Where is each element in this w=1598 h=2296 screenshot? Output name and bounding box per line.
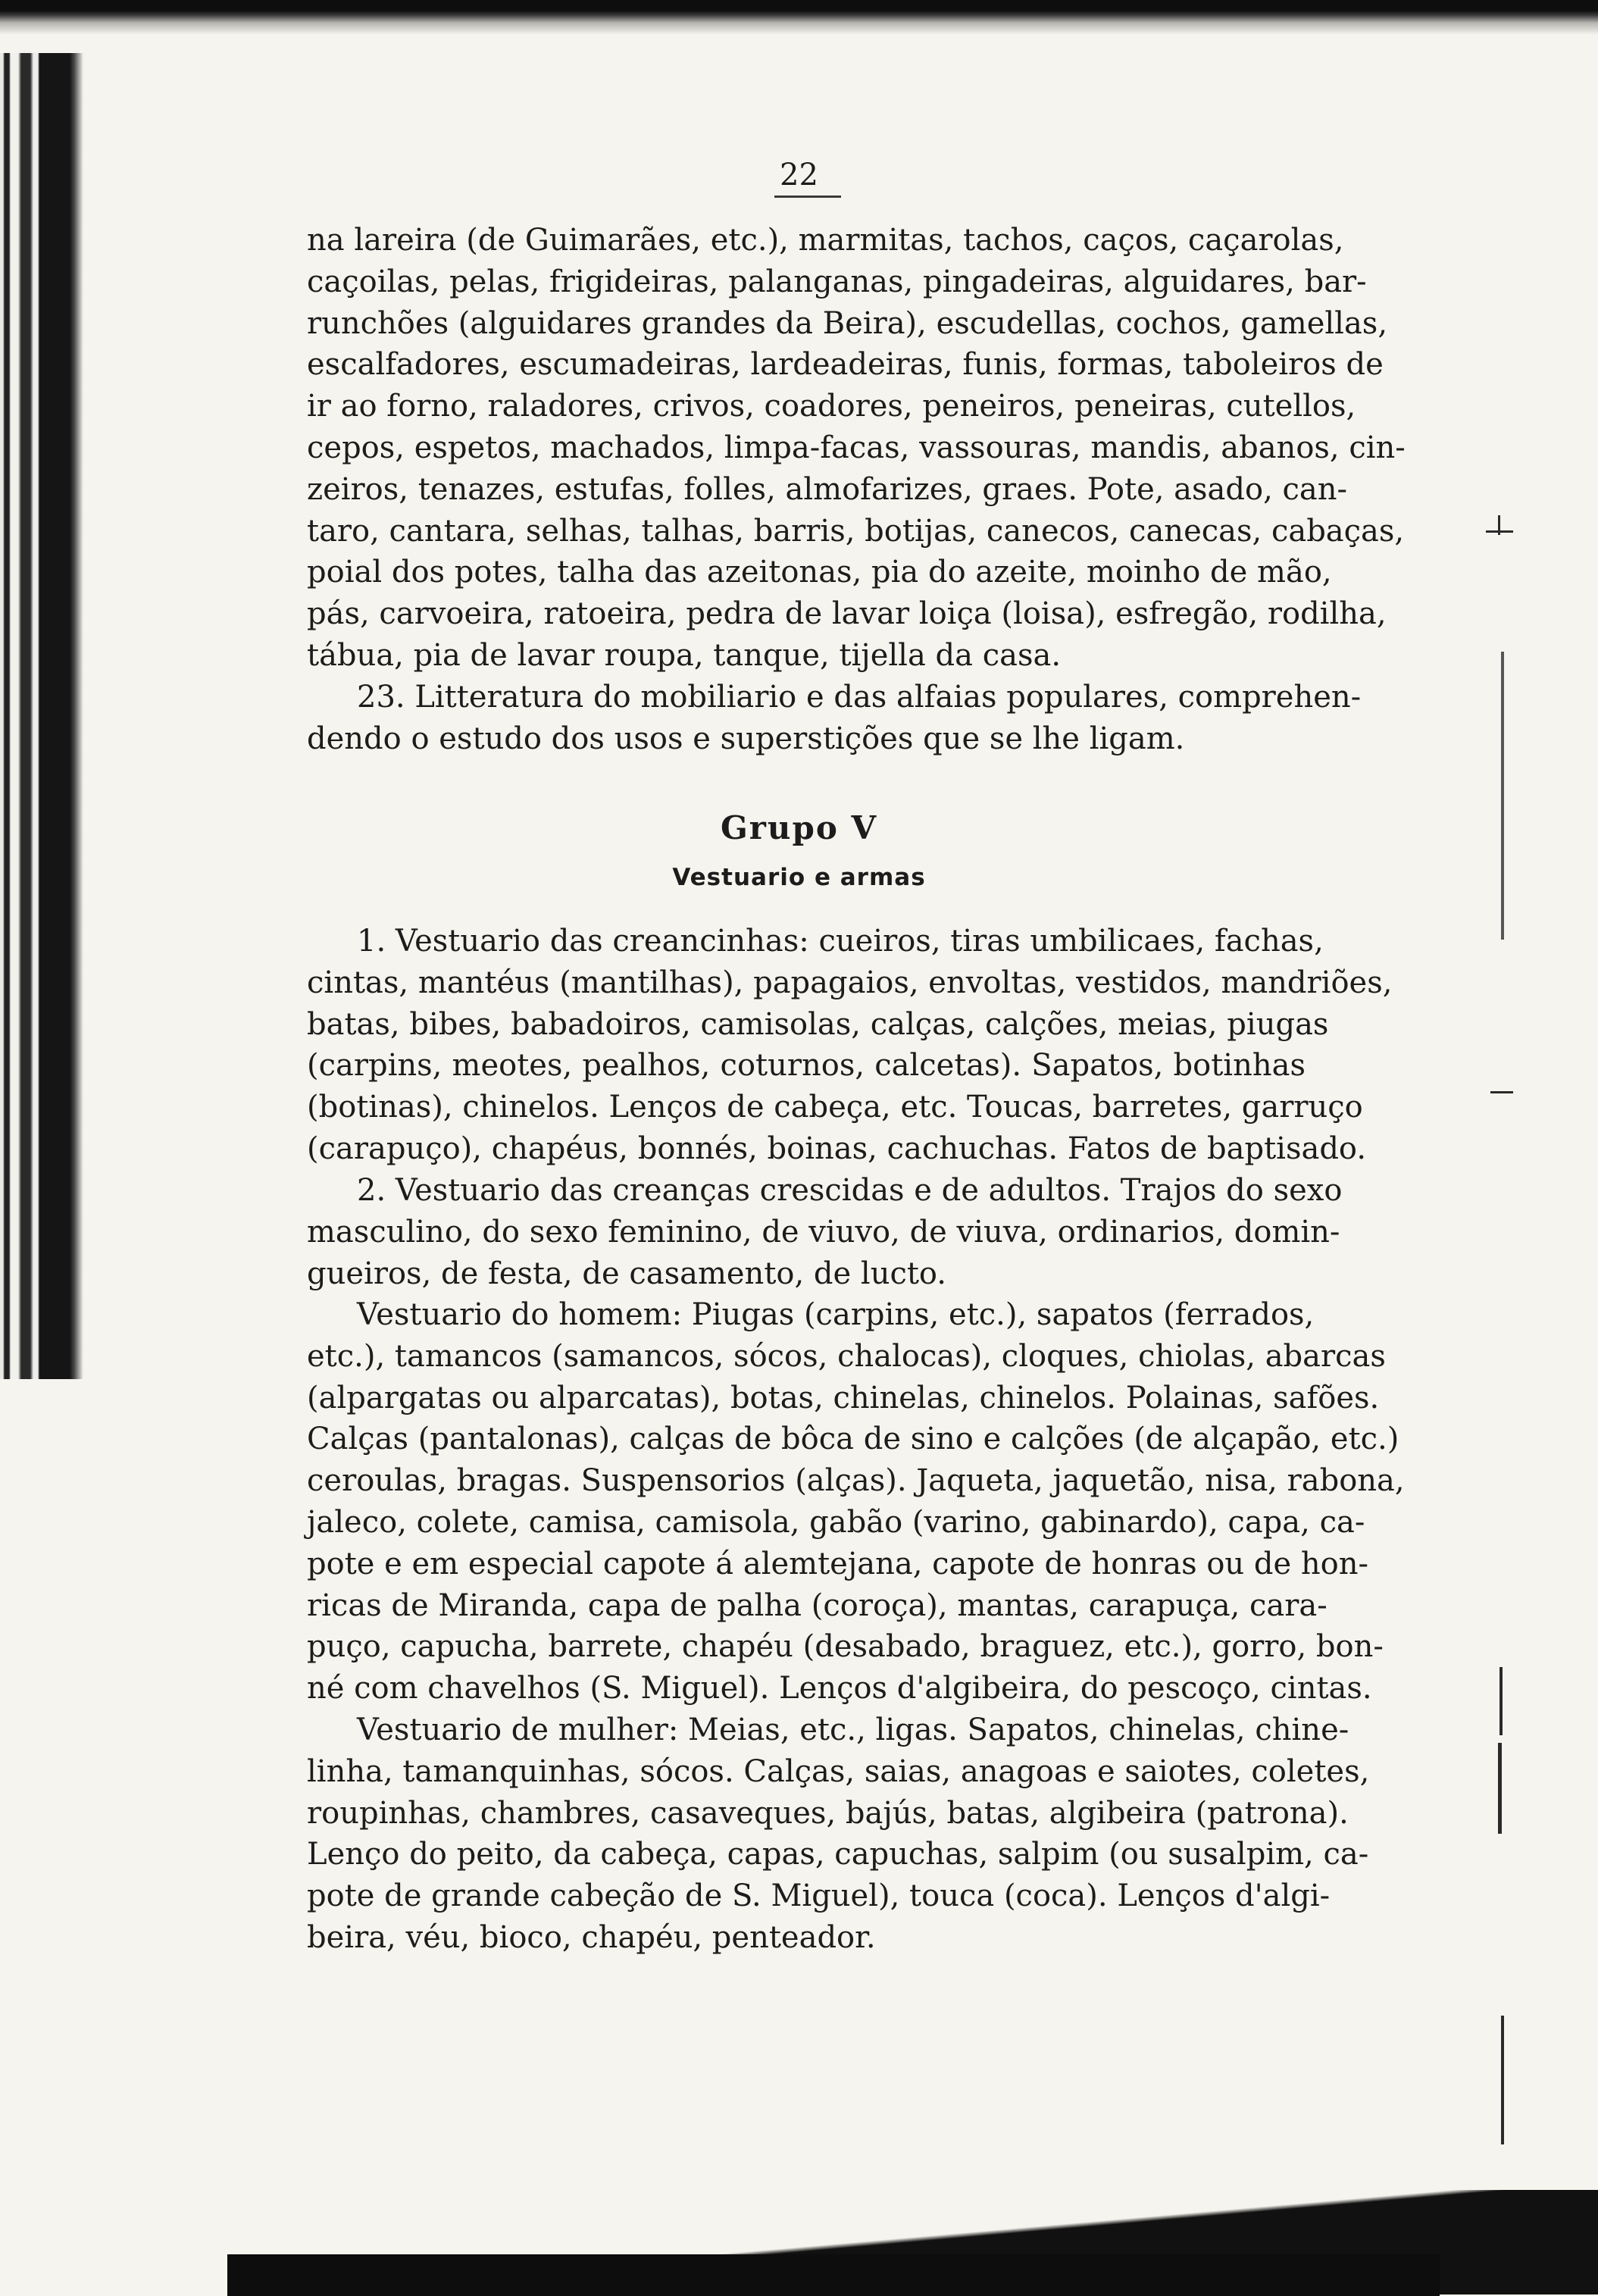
scan-top-edge	[0, 0, 1598, 35]
text-line: puço, capucha, barrete, chapéu (desabado, braguez, etc.), gorro, bon-	[307, 1629, 1384, 1665]
text-line: tábua, pia de lavar roupa, tanque, tijella da casa.	[307, 637, 1062, 673]
text-line: beira, véu, bioco, chapéu, penteador.	[307, 1919, 876, 1955]
text-line: masculino, do sexo feminino, de viuvo, de viuva, ordinarios, domin-	[307, 1214, 1340, 1250]
margin-mark	[1501, 2016, 1504, 2144]
text-line: Vestuario de mulher: Meias, etc., ligas. Sapatos, chinelas, chine-	[357, 1713, 1349, 1747]
text-line: (carpins, meotes, pealhos, coturnos, calcetas). Sapatos, botinhas	[307, 1048, 1306, 1084]
margin-mark	[1499, 1667, 1503, 1735]
text-line: runchões (alguidares grandes da Beira), escudellas, cochos, gamellas,	[307, 305, 1388, 341]
text-line: linha, tamanquinhas, sócos. Calças, saias, anagoas e saiotes, coletes,	[307, 1753, 1370, 1789]
text-line: (alpargatas ou alparcatas), botas, chinelas, chinelos. Polainas, safões.	[307, 1380, 1380, 1415]
text-line: cintas, mantéus (mantilhas), papagaios, envoltas, vestidos, mandriões,	[307, 965, 1393, 1000]
text-line: pote e em especial capote á alemtejana, capote de honras ou de hon-	[307, 1546, 1368, 1581]
text-line: caçoilas, pelas, frigideiras, palanganas, pingadeiras, alguidares, bar-	[307, 264, 1367, 299]
vestuario-homem-paragraph	[307, 1294, 1405, 1709]
text-line: ricas de Miranda, capa de palha (coroça), mantas, carapuça, cara-	[307, 1587, 1327, 1623]
intro-paragraph	[307, 220, 1406, 677]
scan-bottom-band	[227, 2254, 1440, 2296]
scan-left-edge	[0, 53, 83, 1379]
text-line: (carapuço), chapéus, bonnés, boinas, cachuchas. Fatos de baptisado.	[307, 1131, 1367, 1166]
text-line: ir ao forno, raladores, crivos, coadores, peneiros, peneiras, cutellos,	[307, 389, 1356, 424]
text-line: poial dos potes, talha das azeitonas, pia do azeite, moinho de mão,	[307, 555, 1332, 590]
page-number-rule	[774, 196, 841, 198]
text-line: cepos, espetos, machados, limpa-facas, vassouras, mandis, abanos, cin-	[307, 430, 1406, 465]
text-line: na lareira (de Guimarães, etc.), marmitas, tachos, caços, caçarolas,	[307, 223, 1344, 258]
text-line: gueiros, de festa, de casamento, de lucto.	[307, 1256, 947, 1291]
margin-mark	[1501, 652, 1504, 940]
text-line: batas, bibes, babadoiros, camisolas, calças, calções, meias, piugas	[307, 1006, 1329, 1042]
text-line: né com chavelhos (S. Miguel). Lenços d'algibeira, do pescoço, cintas.	[307, 1671, 1372, 1706]
text-line: pás, carvoeira, ratoeira, pedra de lavar loiça (loisa), esfregão, rodilha,	[307, 596, 1387, 632]
item-23-paragraph	[307, 677, 1362, 760]
item-2-paragraph	[307, 1170, 1343, 1294]
margin-mark	[1498, 515, 1500, 535]
group-heading: Grupo V	[720, 809, 878, 846]
text-line: roupinhas, chambres, casaveques, bajús, batas, algibeira (patrona).	[307, 1795, 1349, 1831]
text-line: zeiros, tenazes, estufas, folles, almofarizes, graes. Pote, asado, can-	[307, 471, 1348, 507]
text-line: jaleco, colete, camisa, camisola, gabão (varino, gabinardo), capa, ca-	[307, 1504, 1365, 1540]
text-line: Calças (pantalonas), calças de bôca de sino e calções (de alçapão, etc.)	[307, 1422, 1399, 1457]
text-line: 1. Vestuario das creancinhas: cueiros, tiras umbilicaes, fachas,	[357, 924, 1324, 959]
text-line: Lenço do peito, da cabeça, capas, capuchas, salpim (ou susalpim, ca-	[307, 1837, 1369, 1872]
text-line: pote de grande cabeção de S. Miguel), touca (coca). Lenços d'algi-	[307, 1878, 1331, 1914]
item-1-paragraph	[307, 921, 1393, 1170]
text-line: escalfadores, escumadeiras, lardeadeiras, funis, formas, taboleiros de	[307, 347, 1384, 383]
vestuario-mulher-paragraph	[307, 1709, 1370, 1959]
text-line: (botinas), chinelos. Lenços de cabeça, etc. Toucas, barretes, garruço	[307, 1090, 1363, 1125]
text-line: Vestuario do homem: Piugas (carpins, etc.), sapatos (ferrados,	[357, 1297, 1315, 1332]
text-line: dendo o estudo dos usos e superstições que se lhe ligam.	[307, 721, 1185, 756]
margin-mark	[1490, 1091, 1513, 1093]
text-line: taro, cantara, selhas, talhas, barris, botijas, canecos, canecas, cabaças,	[307, 513, 1405, 549]
text-line: 2. Vestuario das creanças crescidas e de adultos. Trajos do sexo	[357, 1173, 1343, 1208]
text-line: ceroulas, bragas. Suspensorios (alças). Jaqueta, jaquetão, nisa, rabona,	[307, 1463, 1405, 1499]
margin-mark	[1498, 1743, 1502, 1834]
text-line: etc.), tamancos (samancos, sócos, chalocas), cloques, chiolas, abarcas	[307, 1338, 1386, 1374]
scan-bottom-edge	[0, 2190, 1598, 2294]
page-number: 22	[780, 158, 818, 192]
scan-right-margin-marks	[1481, 530, 1595, 2190]
group-subheading: Vestuario e armas	[672, 864, 926, 891]
text-line: 23. Litteratura do mobiliario e das alfaias populares, comprehen-	[357, 680, 1362, 715]
